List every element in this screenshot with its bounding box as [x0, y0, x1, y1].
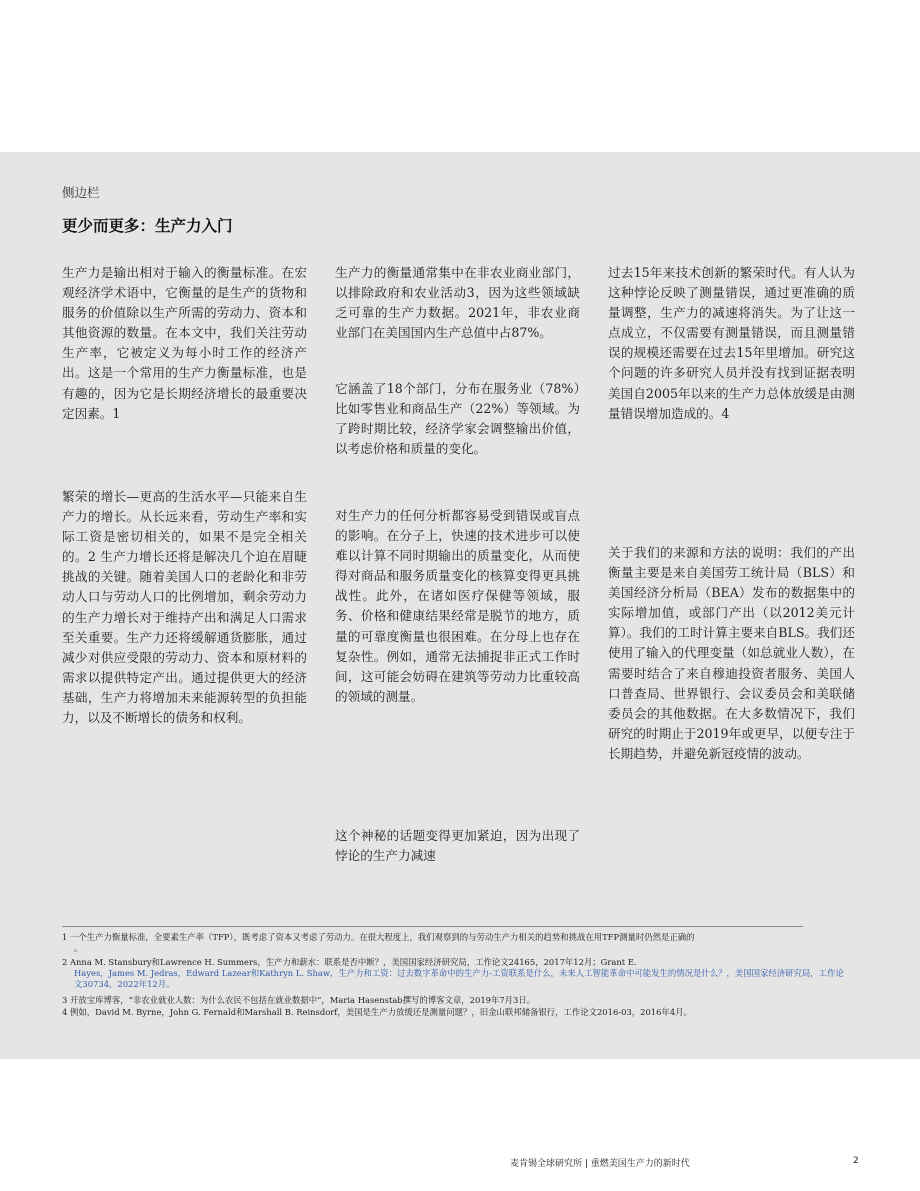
sidebar-label: 侧边栏: [62, 185, 100, 200]
footnote-4: 4 例如，David M. Byrne，John G. Fernald和Marshall B. Reinsdorf，美国是生产力放缓还是测量问题？，旧金山联邦储备银行，工作论文2016-03，2016年4月。: [62, 1007, 692, 1017]
footnote-1-text: 1 一个生产力衡量标准，全要素生产率（TFP），既考虑了资本又考虑了劳动力。在很大程度上，我们观察到的与劳动生产力相关的趋势和挑战在用TFP测量时仍然是正确的: [62, 932, 695, 942]
col1-paragraph-1: 生产力是输出相对于输入的衡量标准。在宏观经济学术语中，它衡量的是生产的货物和服务的价值除以生产所需的劳动力、资本和其他资源的数量。在本文中，我们关注劳动生产率，它被定义为每小时工作的经济产出。这是一个常用的生产力衡量标准，也是有趣的，因为它是长期经济增长的最重要决定因素。1: [62, 265, 307, 421]
sidebar-title: 更少而更多：生产力入门: [62, 217, 233, 235]
col2-paragraph-2: 它涵盖了18个部门，分布在服务业（78%）比如零售业和商品生产（22%）等领域。为了跨时期比较，经济学家会调整输出价值，以考虑价格和质量的变化。: [335, 381, 580, 457]
col1-paragraph-2: 繁荣的增长—更高的生活水平—只能来自生产力的增长。从长远来看，劳动生产率和实际工资是密切相关的，如果不是完全相关的。2 生产力增长还将是解决几个迫在眉睫挑战的关键。随着美国人口的老龄化和非劳动人口与劳动人口的比例增加，剩余劳动力的生产力增长对于维持产出和满足人口需求至关重要。生产力还将缓解通货膨胀，通过减少对供应受限的劳动力、资本和原材料的需求以提供特定产出。通过提供更大的经济基础，生产力将增加未来能源转型的负担能力，以及不断增长的债务和权利。: [62, 489, 307, 726]
page-number: 2: [853, 1156, 859, 1166]
footnote-2: [62, 957, 852, 990]
footnote-1-continuation: 。: [74, 943, 83, 953]
col2-paragraph-3: 对生产力的任何分析都容易受到错误或盲点的影响。在分子上，快速的技术进步可以使难以计算不同时期输出的质量变化，从而使得对商品和服务质量变化的核算变得更具挑战性。此外，在诸如医疗保健等领域，服务、价格和健康结果经常是脱节的地方，质量的可靠度衡量也很困难。在分母上也存在复杂性。例如，通常无法捕捉非正式工作时间，这可能会妨碍在建筑等劳动力比重较高的领域的测量。: [335, 508, 580, 704]
footnote-3: 3 开放宝库博客，“非农业就业人数：为什么农民不包括在就业数据中”，Maria Hasenstab撰写的博客文章，2019年7月3日。: [62, 995, 536, 1005]
page-footer: 麦肯锡全球研究所 | 重燃美国生产力的新时代: [510, 1159, 690, 1169]
footnote-divider: [62, 926, 803, 927]
footnote-1: [62, 932, 852, 954]
col3-paragraph-2: 关于我们的来源和方法的说明：我们的产出衡量主要是来自美国劳工统计局（BLS）和美国经济分析局（BEA）发布的数据集中的实际增加值，或部门产出（以2012美元计算）。我们的工时计算主要来自BLS。我们还使用了输入的代理变量（如总就业人数），在需要时结合了来自穆迪投资者服务、美国人口普查局、世界银行、会议委员会和美联储委员会的其他数据。在大多数情况下，我们研究的时期止于2019年或更早，以便专注于长期趋势，并避免新冠疫情的波动。: [608, 545, 855, 761]
col2-paragraph-1: 生产力的衡量通常集中在非农业商业部门，以排除政府和农业活动3，因为这些领域缺乏可靠的生产力数据。2021年，非农业商业部门在美国国内生产总值中占87%。: [335, 265, 580, 341]
col2-paragraph-4: 这个神秘的话题变得更加紧迫，因为出现了悖论的生产力减速: [335, 828, 580, 864]
footnote-2-text: 2 Anna M. Stansbury和Lawrence H. Summers，生产力和薪水：联系是否中断？，美国国家经济研究局，工作论文24165，2017年12月；Grant E.: [62, 957, 637, 967]
col3-paragraph-1: 过去15年来技术创新的繁荣时代。有人认为这种悖论反映了测量错误，通过更准确的质量调整，生产力的减速将消失。为了让这一点成立，不仅需要有测量错误，而且测量错误的规模还需要在过去15年里增加。研究这个问题的许多研究人员并没有找到证据表明美国自2005年以来的生产力总体放缓是由测量错误增加造成的。4: [608, 265, 855, 421]
footnote-2-link[interactable]: Hayes，James M. Jedras，Edward Lazear和Kathryn L. Shaw，生产力和工资：过去数字革命中的生产力-工资联系是什么，未来人工智能革命中可能发生的情况是什么？，美国国家经济研究局，工作论文30734，2022年12月。: [74, 968, 844, 989]
